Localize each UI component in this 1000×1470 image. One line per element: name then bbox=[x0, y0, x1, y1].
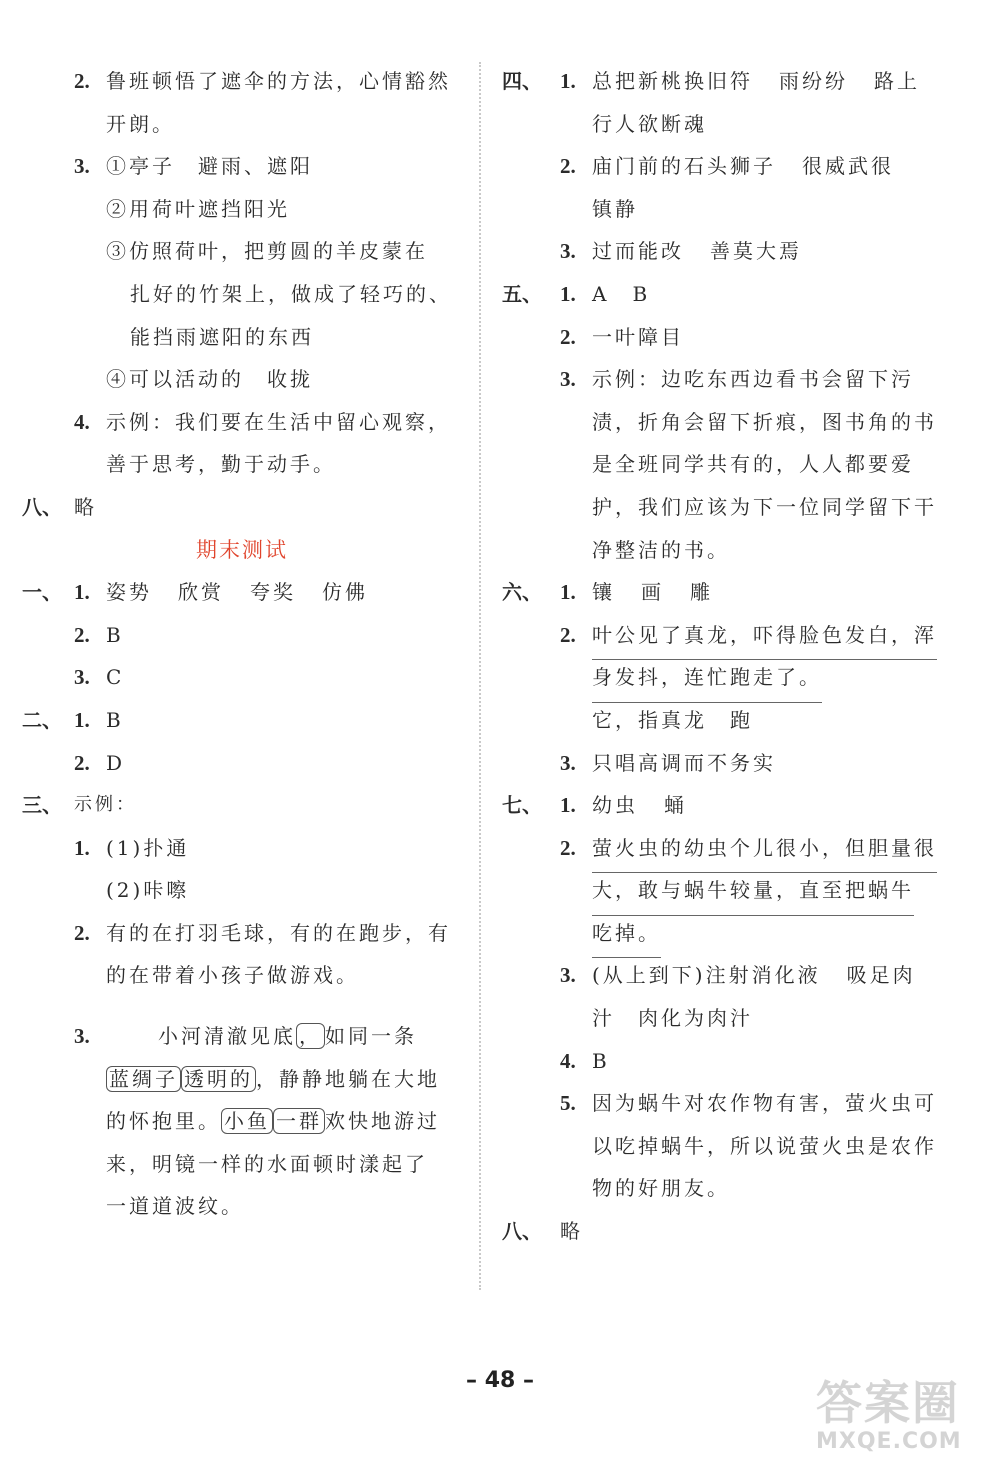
answer-line bbox=[22, 614, 462, 657]
item-number: 2. bbox=[74, 750, 90, 775]
answer-text: A B bbox=[592, 281, 651, 306]
answer-line bbox=[502, 571, 942, 614]
answer-word: 雕 bbox=[690, 580, 713, 605]
answer-line bbox=[502, 529, 942, 572]
answer-text: 一叶障目 bbox=[592, 324, 684, 349]
item-number: 1. bbox=[74, 835, 90, 860]
answer-word: (从上到下)注射消化液 bbox=[592, 963, 821, 988]
answer-text: 略 bbox=[74, 494, 97, 519]
column-divider bbox=[479, 62, 481, 1290]
answer-word: 路上 bbox=[874, 69, 920, 93]
answer-line bbox=[22, 1100, 462, 1143]
answer-text: 物的好朋友。 bbox=[592, 1176, 730, 1201]
section-number: 四、 bbox=[502, 69, 542, 93]
watermark-logo bbox=[816, 1378, 992, 1462]
answer-word: 总把新桃换旧符 bbox=[592, 69, 753, 93]
answer-line bbox=[22, 145, 462, 188]
item-number: 2. bbox=[560, 622, 576, 647]
item-number: 3. bbox=[560, 963, 576, 988]
answer-line bbox=[502, 273, 942, 316]
answer-word: 欣赏 bbox=[178, 580, 224, 605]
answer-line bbox=[502, 614, 942, 657]
answer-line bbox=[502, 188, 942, 231]
section-title: 期末测试 bbox=[196, 537, 288, 562]
item-number: 3. bbox=[74, 154, 90, 179]
answer-text: 开朗。 bbox=[106, 111, 175, 136]
swap-box: 小鱼 bbox=[221, 1108, 273, 1134]
answer-line bbox=[22, 358, 462, 401]
answer-text: B bbox=[592, 1048, 610, 1073]
answer-word: 吸足肉 bbox=[846, 963, 916, 988]
swap-box: 透明的 bbox=[181, 1066, 256, 1092]
item-number: 3. bbox=[74, 665, 90, 690]
item-number: 1. bbox=[560, 281, 576, 306]
answer-line bbox=[502, 1082, 942, 1125]
answer-line bbox=[22, 784, 462, 827]
item-number: 1. bbox=[74, 707, 90, 732]
answer-line bbox=[22, 1143, 462, 1186]
edit-text: 如同一条 bbox=[325, 1024, 417, 1049]
item-number: 3. bbox=[74, 1024, 90, 1049]
page-number: – 48 – bbox=[466, 1368, 534, 1393]
left-column bbox=[22, 60, 462, 1228]
section-number: 三、 bbox=[22, 793, 62, 818]
answer-text: 只唱高调而不务实 bbox=[592, 750, 776, 775]
answer-text bbox=[106, 571, 368, 614]
answer-text: 的在带着小孩子做游戏。 bbox=[106, 963, 359, 988]
answer-line bbox=[502, 486, 942, 529]
swap-box: 一群 bbox=[273, 1108, 325, 1134]
answer-text: 示例：我们要在生活中留心观察， bbox=[106, 409, 451, 434]
answer-line bbox=[22, 60, 462, 103]
answer-line bbox=[502, 699, 942, 742]
underlined-answer: 叶公见了真龙，吓得脸色发白，浑 bbox=[592, 614, 937, 661]
answer-line bbox=[502, 869, 942, 912]
answer-line bbox=[502, 912, 942, 955]
answer-text: ②用荷叶遮挡阳光 bbox=[106, 196, 290, 221]
answer-line bbox=[502, 1040, 942, 1083]
answer-text: 镇静 bbox=[592, 196, 638, 221]
answer-text bbox=[592, 60, 920, 103]
answer-text: 有的在打羽毛球，有的在跑步，有 bbox=[106, 920, 451, 945]
answer-text: B bbox=[106, 622, 124, 647]
answer-text bbox=[592, 954, 916, 997]
answer-line bbox=[502, 954, 942, 997]
answer-text: 渍，折角会留下折痕，图书角的书 bbox=[592, 409, 937, 434]
answer-line bbox=[502, 230, 942, 273]
answer-line bbox=[502, 145, 942, 188]
answer-text: (1)扑通 bbox=[106, 835, 190, 860]
answer-line bbox=[502, 742, 942, 785]
item-number: 1. bbox=[560, 69, 576, 93]
answer-text: 扎好的竹架上，做成了轻巧的、 bbox=[130, 281, 452, 306]
answer-word: 很威武很 bbox=[802, 154, 894, 179]
answer-text bbox=[592, 230, 802, 273]
answer-text: 汁 肉化为肉汁 bbox=[592, 1006, 753, 1031]
answer-line bbox=[502, 827, 942, 870]
answer-line bbox=[22, 273, 462, 316]
item-number: 5. bbox=[560, 1091, 576, 1116]
section-number: 八、 bbox=[502, 1219, 542, 1244]
swap-box: 蓝绸子 bbox=[106, 1066, 181, 1092]
answer-line bbox=[22, 742, 462, 785]
answer-text bbox=[106, 1058, 440, 1101]
answer-text: 净整洁的书。 bbox=[592, 537, 730, 562]
answer-line bbox=[502, 443, 942, 486]
item-number: 1. bbox=[560, 580, 576, 605]
answer-line bbox=[502, 60, 942, 103]
answer-text: ③仿照荷叶，把剪圆的羊皮蒙在 bbox=[106, 239, 428, 264]
answer-line bbox=[22, 1015, 462, 1058]
section-number: 五、 bbox=[502, 281, 542, 306]
answer-word: 画 bbox=[641, 580, 664, 605]
answer-text: 因为蜗牛对农作物有害，萤火虫可 bbox=[592, 1091, 937, 1116]
edit-text: 欢快地游过 bbox=[325, 1109, 440, 1134]
underlined-answer: 大，敢与蜗牛较量，直至把蜗牛 bbox=[592, 869, 914, 916]
item-number: 2. bbox=[74, 622, 90, 647]
answer-line bbox=[502, 656, 942, 699]
underlined-answer: 萤火虫的幼虫个儿很小，但胆量很 bbox=[592, 827, 937, 874]
answer-word: 夸奖 bbox=[250, 580, 296, 605]
answer-line bbox=[22, 912, 462, 955]
answer-word: 过而能改 bbox=[592, 239, 684, 264]
answer-line bbox=[502, 401, 942, 444]
answer-text: B bbox=[106, 707, 124, 732]
answer-line bbox=[22, 486, 462, 529]
answer-word: 幼虫 bbox=[592, 793, 638, 818]
answer-word: 姿势 bbox=[106, 580, 152, 605]
answer-line bbox=[22, 316, 462, 359]
answer-word: 蛹 bbox=[664, 793, 687, 818]
answer-text: 鲁班顿悟了遮伞的方法，心情豁然 bbox=[106, 69, 451, 93]
answer-line bbox=[502, 316, 942, 359]
answer-line bbox=[502, 1125, 942, 1168]
answer-line bbox=[502, 997, 942, 1040]
section-number: 七、 bbox=[502, 793, 542, 818]
answer-line bbox=[22, 954, 462, 997]
item-number: 2. bbox=[74, 920, 90, 945]
right-column bbox=[502, 60, 942, 1253]
answer-text: 以吃掉蜗牛，所以说萤火虫是农作 bbox=[592, 1133, 937, 1158]
item-number: 2. bbox=[560, 835, 576, 860]
answer-text: 来，明镜一样的水面顿时漾起了 bbox=[106, 1151, 428, 1176]
edit-text: 的怀抱里。 bbox=[106, 1109, 221, 1134]
item-number: 4. bbox=[560, 1048, 576, 1073]
answer-text: 是全班同学共有的，人人都要爱 bbox=[592, 452, 914, 477]
answer-line bbox=[22, 869, 462, 912]
answer-text bbox=[592, 571, 713, 614]
answer-line bbox=[502, 103, 942, 146]
answer-line bbox=[502, 1210, 942, 1253]
underlined-answer: 身发抖，连忙跑走了。 bbox=[592, 656, 822, 703]
item-number: 2. bbox=[560, 324, 576, 349]
answer-line bbox=[22, 103, 462, 146]
answer-line bbox=[502, 358, 942, 401]
item-number: 1. bbox=[560, 793, 576, 818]
item-number: 2. bbox=[74, 69, 90, 93]
section-number: 二、 bbox=[22, 707, 62, 732]
item-number: 2. bbox=[560, 154, 576, 179]
watermark-url: MXQE.COM bbox=[816, 1429, 962, 1454]
section-number: 六、 bbox=[502, 580, 542, 605]
correction-mark: ， bbox=[296, 1023, 325, 1049]
answer-line bbox=[22, 656, 462, 699]
answer-text: (2)咔嚓 bbox=[106, 878, 190, 903]
section-number: 八、 bbox=[22, 494, 62, 519]
answer-word: 善莫大焉 bbox=[710, 239, 802, 264]
answer-line bbox=[22, 1185, 462, 1228]
answer-line bbox=[22, 443, 462, 486]
answer-line bbox=[502, 1167, 942, 1210]
answer-line bbox=[22, 699, 462, 742]
answer-text: ④可以活动的 收拢 bbox=[106, 367, 313, 392]
answer-line bbox=[22, 230, 462, 273]
answer-line bbox=[502, 784, 942, 827]
item-number: 1. bbox=[74, 580, 90, 605]
answer-line bbox=[22, 188, 462, 231]
answer-text: D bbox=[106, 750, 126, 775]
answer-line bbox=[22, 827, 462, 870]
answer-text: 一道道波纹。 bbox=[106, 1194, 244, 1219]
item-number: 4. bbox=[74, 409, 90, 434]
section-number: 一、 bbox=[22, 580, 62, 605]
answer-text bbox=[592, 145, 894, 188]
answer-text: C bbox=[106, 665, 125, 690]
underlined-answer: 吃掉。 bbox=[592, 912, 661, 959]
item-number: 3. bbox=[560, 239, 576, 264]
answer-text: 善于思考，勤于动手。 bbox=[106, 452, 336, 477]
answer-word: 镶 bbox=[592, 580, 615, 605]
answer-text: 示例：边吃东西边看书会留下污 bbox=[592, 367, 914, 392]
edit-text: ，静静地躺在大地 bbox=[256, 1066, 440, 1091]
answer-text bbox=[106, 1100, 440, 1143]
item-number: 3. bbox=[560, 750, 576, 775]
answer-text: 略 bbox=[560, 1219, 583, 1244]
answer-text: 能挡雨遮阳的东西 bbox=[130, 324, 314, 349]
answer-word: 仿佛 bbox=[322, 580, 368, 605]
answer-text: 护，我们应该为下一位同学留下干 bbox=[592, 494, 937, 519]
answer-text bbox=[158, 1015, 417, 1058]
answer-text: 示例： bbox=[74, 794, 137, 816]
answer-word: 雨纷纷 bbox=[779, 69, 848, 93]
watermark-text: 答案圈 bbox=[816, 1376, 960, 1430]
answer-line bbox=[22, 1058, 462, 1101]
edit-text: 小河清澈见底 bbox=[158, 1024, 296, 1049]
answer-text: 行人欲断魂 bbox=[592, 111, 707, 136]
answer-text: 它，指真龙 跑 bbox=[592, 707, 753, 732]
item-number: 3. bbox=[560, 367, 576, 392]
answer-text bbox=[592, 784, 687, 827]
answer-word: 庙门前的石头狮子 bbox=[592, 154, 776, 179]
answer-line bbox=[22, 571, 462, 614]
answer-text: ①亭子 避雨、遮阳 bbox=[106, 154, 313, 179]
answer-line bbox=[22, 401, 462, 444]
